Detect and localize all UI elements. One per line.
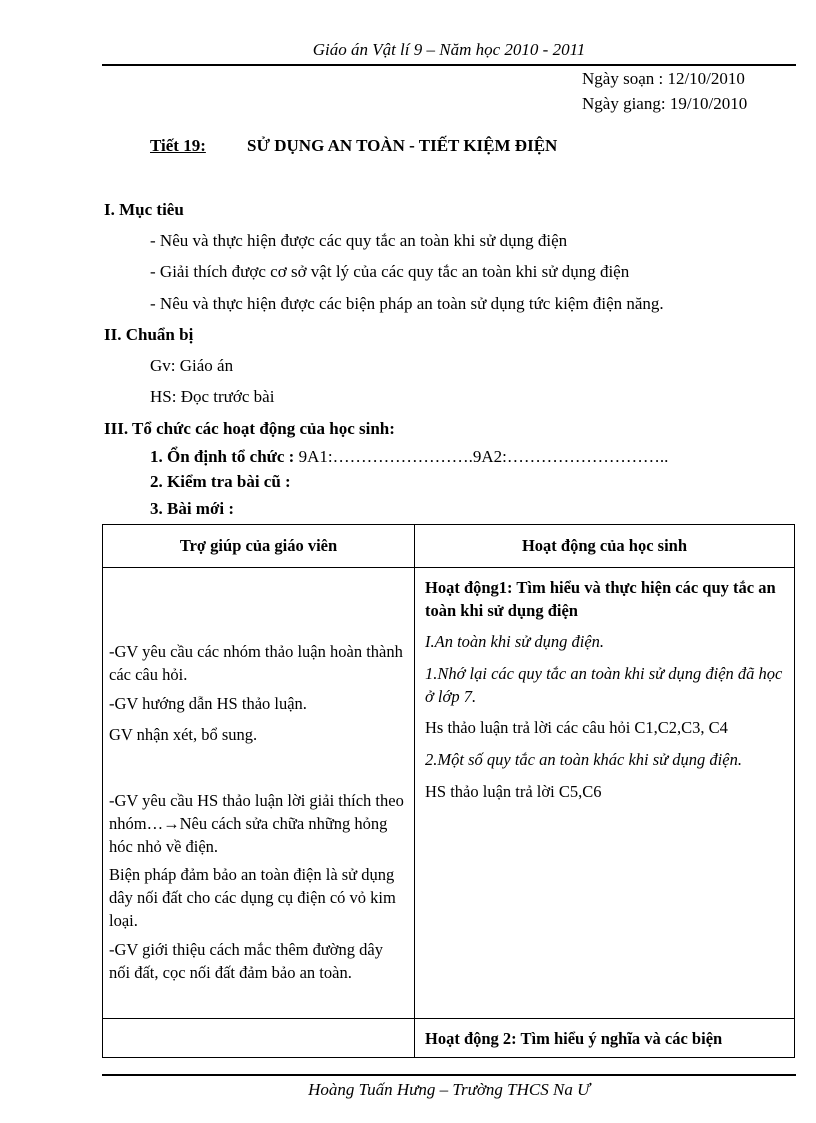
lesson-dates — [582, 66, 747, 116]
objective-item: - Nêu và thực hiện được các quy tắc an toàn khi sử dụng điện — [150, 231, 568, 250]
student-cell — [415, 1019, 795, 1058]
teacher-note: -GV giới thiệu cách mắc thêm đường dây nối đất, cọc nối đất đảm bảo an toàn. — [109, 940, 383, 982]
teacher-note: -GV hướng dẫn HS thảo luận. — [109, 694, 307, 713]
student-answer: Hs thảo luận trả lời các câu hỏi C1,C2,C3, C4 — [425, 718, 728, 737]
col-teacher-header: Trợ giúp của giáo viên — [103, 525, 415, 568]
preparation-item: HS: Đọc trước bài — [150, 387, 275, 406]
student-subheading: 2.Một số quy tắc an toàn khác khi sử dụng điện. — [425, 750, 742, 769]
teacher-note: -GV yêu cầu HS thảo luận lời giải thích theo nhóm…→Nêu cách sửa chữa những hỏng hóc nhỏ về điện. — [109, 791, 404, 856]
step-organization-text: 9A1:…………………….9A2:……………………….. — [294, 447, 669, 466]
teacher-cell — [103, 568, 415, 1019]
student-subheading: I.An toàn khi sử dụng điện. — [425, 632, 605, 651]
activity-1-heading: Hoạt động1: Tìm hiểu và thực hiện các quy tắc an toàn khi sử dụng điện — [425, 578, 776, 620]
student-subheading: 1.Nhớ lại các quy tắc an toàn khi sử dụng điện đã học ở lớp 7. — [425, 664, 783, 706]
objective-item: - Nêu và thực hiện được các biện pháp an toàn sử dụng tức kiệm điện năng. — [150, 294, 664, 313]
table-row — [103, 568, 795, 1019]
page-header: Giáo án Vật lí 9 – Năm học 2010 - 2011 — [312, 40, 586, 59]
activity-2-heading: Hoạt động 2: Tìm hiểu ý nghĩa và các biện — [425, 1029, 723, 1048]
step-new-lesson: 3. Bài mới : — [150, 499, 235, 518]
teacher-cell — [103, 1019, 415, 1058]
teacher-note: -GV yêu cầu các nhóm thảo luận hoàn thành các câu hỏi. — [109, 642, 403, 684]
section-objectives-heading: I. Mục tiêu — [104, 200, 184, 219]
lesson-number: Tiết 19: — [150, 136, 206, 155]
footer-rule — [102, 1074, 796, 1076]
lesson-plan-table — [102, 524, 795, 1058]
col-student-header: Hoạt động của học sinh — [415, 525, 795, 568]
section-preparation-heading: II. Chuẩn bị — [104, 325, 194, 344]
lesson-title: SỬ DỤNG AN TOÀN - TIẾT KIỆM ĐIỆN — [247, 136, 558, 155]
date-prepared: Ngày soạn : 12/10/2010 — [582, 69, 745, 88]
table-header-row — [103, 525, 795, 568]
teacher-note: GV nhận xét, bổ sung. — [109, 725, 258, 744]
student-cell — [415, 568, 795, 1019]
objective-item: - Giải thích được cơ sở vật lý của các quy tắc an toàn khi sử dụng điện — [150, 262, 630, 281]
date-taught: Ngày giang: 19/10/2010 — [582, 94, 748, 113]
section-activities-heading: III. Tổ chức các hoạt động của học sinh: — [104, 419, 395, 438]
preparation-item: Gv: Giáo án — [150, 356, 234, 375]
table-row — [103, 1019, 795, 1058]
teacher-note: Biện pháp đảm bảo an toàn điện là sử dụng dây nối đất cho các dụng cụ điện có vỏ kim loại. — [109, 865, 396, 930]
student-answer: HS thảo luận trả lời C5,C6 — [425, 782, 602, 801]
page-footer: Hoàng Tuấn Hưng – Trường THCS Na Ư — [308, 1080, 590, 1099]
step-organization-label: 1. Ổn định tổ chức : — [150, 447, 295, 466]
step-organization — [150, 447, 668, 467]
step-review: 2. Kiểm tra bài cũ : — [150, 472, 291, 491]
